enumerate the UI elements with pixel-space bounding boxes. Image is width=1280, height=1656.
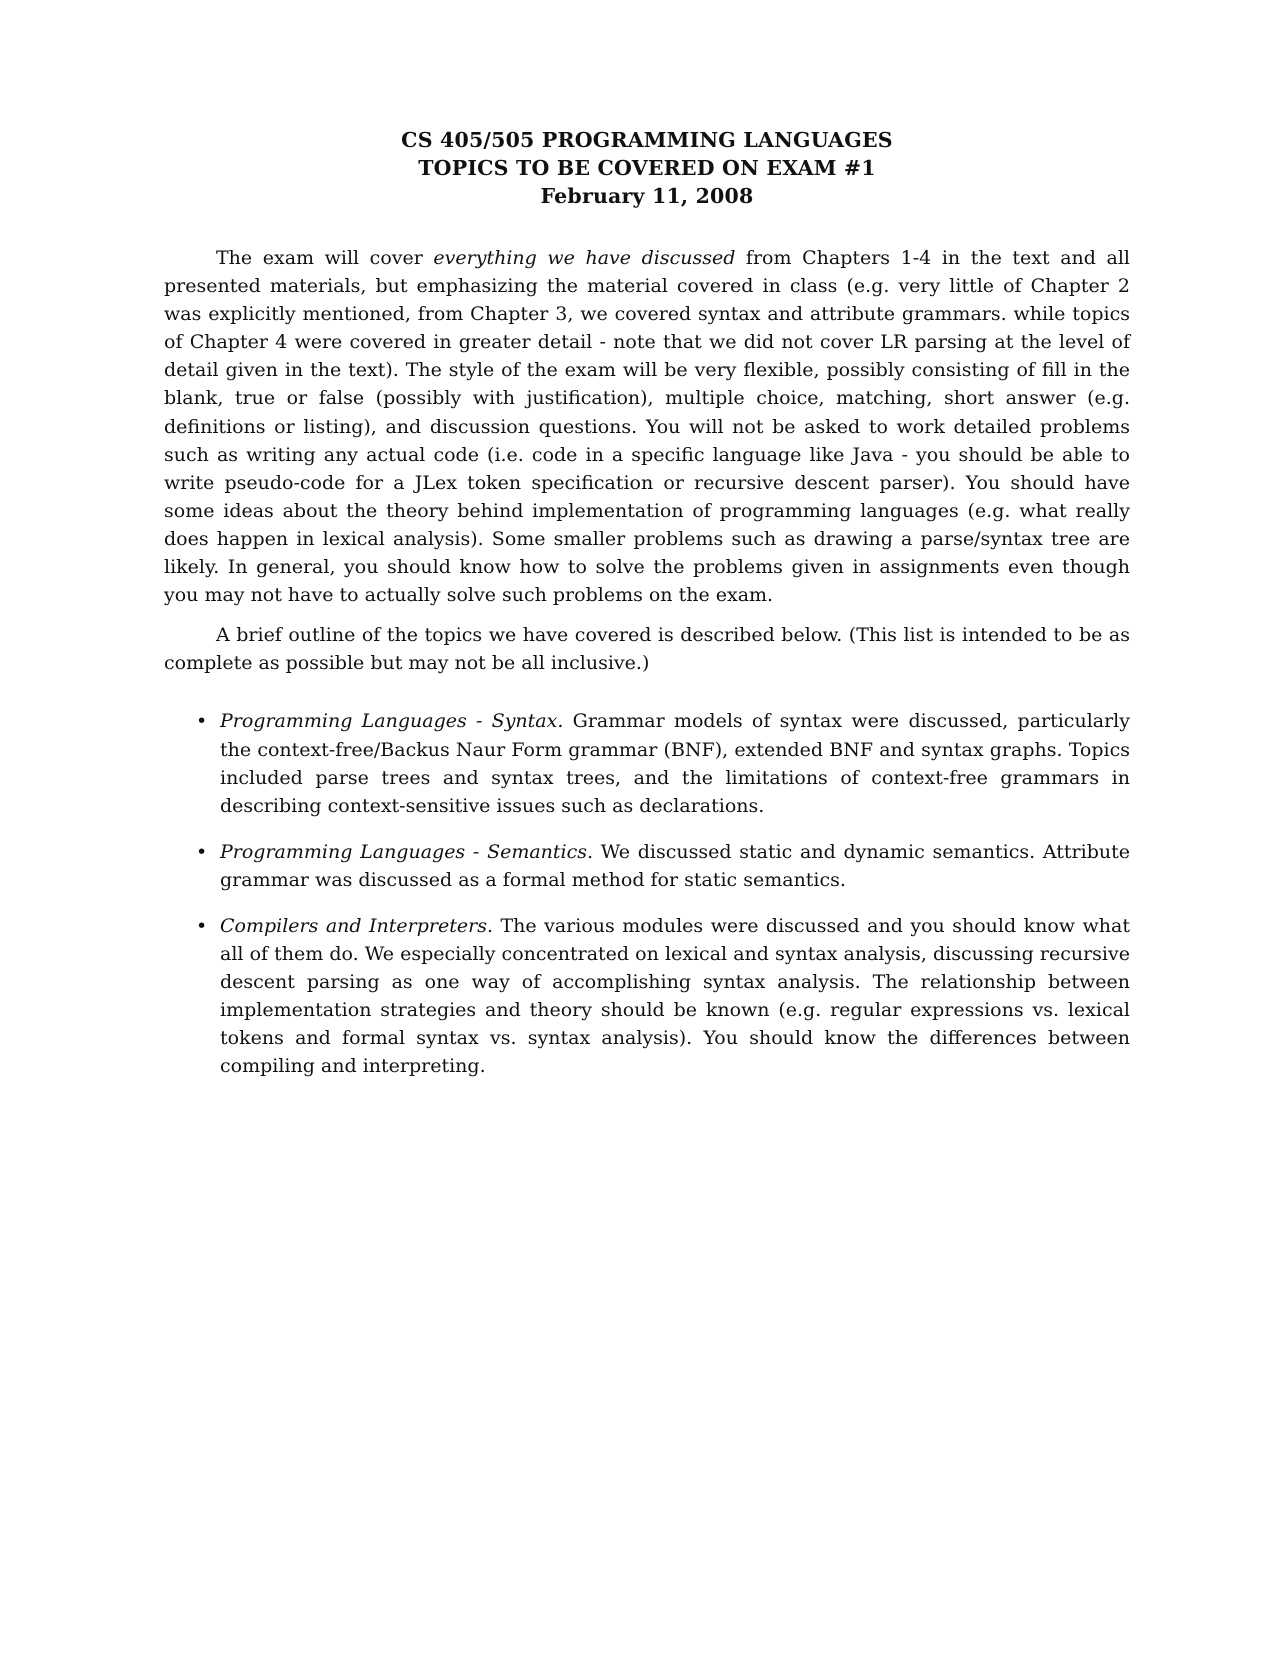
intro-rest: from Chapters 1-4 in the text and all presented materials, but emphasizing the material covered in class (e.g. very little of Chapter 2 was explicitly mentioned, from Chapter 3, we covered syntax and attribute grammars. while topics of Chapter 4 were covered in greater detail - note that we did not cover LR parsing at the level of detail given in the text). The style of the exam will be very flexible, possibly consisting of fill in the blank, true or false (possibly with justification), multiple choice, matching, short answer (e.g. definitions or listing), and discussion questions. You will not be asked to work detailed problems such as writing any actual code (i.e. code in a specific language like Java - you should be able to write pseudo-code for a JLex token specification or recursive descent parser). You should have some ideas about the theory behind implementation of programming languages (e.g. what really does happen in lexical analysis). Some smaller problems such as drawing a parse/syntax tree are likely. In general, you should know how to solve the problems given in assignments even though you may not have to actually solve such problems on the exam. (164, 247, 1130, 607)
exam-title: TOPICS TO BE COVERED ON EXAM #1 (418, 156, 876, 180)
course-title: CS 405/505 PROGRAMMING LANGUAGES (401, 128, 893, 152)
topic-body: Grammar models of syntax were discussed, particularly the context-free/Backus Naur Form grammar (BNF), extended BNF and syntax graphs. Topics included parse trees and syntax trees, and the limitations of context-free grammars in describing context-sensitive issues such as declarations. (220, 710, 1130, 817)
topic-title: Programming Languages - Semantics. (220, 840, 594, 863)
document-header (164, 126, 1130, 210)
topic-title: Programming Languages - Syntax. (220, 710, 564, 733)
bullet-icon: • (196, 710, 208, 733)
intro-emphasis: everything we have discussed (433, 247, 736, 269)
document-page (164, 126, 1130, 1099)
topic-item-syntax (164, 707, 1130, 819)
bullet-icon: • (196, 914, 208, 937)
intro-lead: The exam will cover (216, 247, 434, 269)
topic-item-semantics (164, 838, 1130, 894)
topic-body: The various modules were discussed and you should know what all of them do. We especially concentrated on lexical and syntax analysis, discussing recursive descent parsing as one way of accomplishing syntax analysis. The relationship between implementation strategies and theory should be known (e.g. regular expressions vs. lexical tokens and formal syntax vs. syntax analysis). You should know the differences between compiling and interpreting. (220, 914, 1130, 1078)
topic-body: We discussed static and dynamic semantics. Attribute grammar was discussed as a formal method for static semantics. (220, 840, 1130, 891)
intro-paragraph (164, 244, 1130, 609)
topic-list (164, 707, 1130, 1080)
topic-title: Compilers and Interpreters. (220, 914, 493, 937)
outline-paragraph: A brief outline of the topics we have covered is described below. (This list is intended to be as complete as possible but may not be all inclusive.) (164, 624, 1130, 675)
bullet-icon: • (196, 840, 208, 863)
document-date: February 11, 2008 (540, 184, 754, 208)
topic-item-compilers (164, 912, 1130, 1081)
